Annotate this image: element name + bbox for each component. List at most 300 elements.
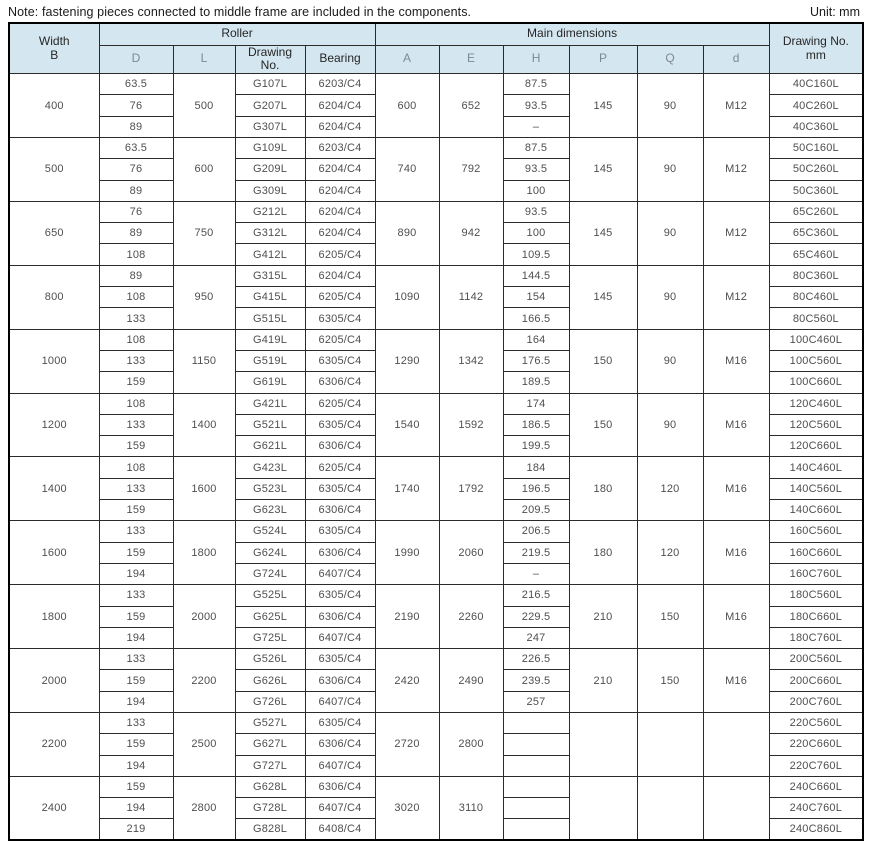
cell-roller-d: 194 bbox=[99, 755, 173, 776]
cell-dim-h: 257 bbox=[503, 691, 569, 712]
cell-dim-q: 90 bbox=[637, 74, 703, 138]
drawing-no-label-line2: mm bbox=[805, 47, 826, 62]
col-header-width-b bbox=[9, 23, 99, 74]
cell-drawing-no-mm: 65C360L bbox=[769, 223, 863, 244]
cell-roller-d: 159 bbox=[99, 606, 173, 627]
cell-roller-d: 194 bbox=[99, 563, 173, 584]
cell-roller-bearing: 6204/C4 bbox=[305, 180, 375, 201]
cell-width-b: 400 bbox=[9, 74, 99, 138]
cell-roller-bearing: 6305/C4 bbox=[305, 414, 375, 435]
cell-roller-d: 159 bbox=[99, 542, 173, 563]
cell-dim-q: 90 bbox=[637, 329, 703, 393]
cell-drawing-no-mm: 40C160L bbox=[769, 74, 863, 95]
cell-drawing-no-mm: 100C560L bbox=[769, 350, 863, 371]
cell-dim-h: 174 bbox=[503, 393, 569, 414]
cell-roller-d: 76 bbox=[99, 201, 173, 222]
cell-dim-p: 145 bbox=[569, 137, 637, 201]
cell-roller-l: 1400 bbox=[173, 393, 235, 457]
cell-dim-h: 164 bbox=[503, 329, 569, 350]
cell-dim-q: 120 bbox=[637, 521, 703, 585]
cell-dim-a: 3020 bbox=[375, 776, 439, 840]
table-row bbox=[9, 201, 863, 222]
cell-roller-bearing: 6407/C4 bbox=[305, 755, 375, 776]
table-row bbox=[9, 457, 863, 478]
cell-dim-h bbox=[503, 776, 569, 797]
cell-dim-thread-d: M16 bbox=[703, 393, 769, 457]
col-header-p: P bbox=[569, 45, 637, 74]
cell-width-b: 1200 bbox=[9, 393, 99, 457]
cell-roller-drawing-no: G628L bbox=[235, 776, 305, 797]
cell-dim-h: 87.5 bbox=[503, 137, 569, 158]
cell-roller-d: 159 bbox=[99, 372, 173, 393]
cell-drawing-no-mm: 100C660L bbox=[769, 372, 863, 393]
cell-dim-e: 942 bbox=[439, 201, 503, 265]
cell-dim-h: 93.5 bbox=[503, 159, 569, 180]
cell-drawing-no-mm: 140C660L bbox=[769, 500, 863, 521]
cell-roller-drawing-no: G524L bbox=[235, 521, 305, 542]
cell-roller-d: 133 bbox=[99, 308, 173, 329]
cell-roller-bearing: 6205/C4 bbox=[305, 329, 375, 350]
cell-roller-drawing-no: G526L bbox=[235, 649, 305, 670]
cell-roller-drawing-no: G419L bbox=[235, 329, 305, 350]
table-row bbox=[9, 265, 863, 286]
table-row bbox=[9, 649, 863, 670]
cell-dim-a: 1290 bbox=[375, 329, 439, 393]
cell-width-b: 2200 bbox=[9, 713, 99, 777]
cell-width-b: 2000 bbox=[9, 649, 99, 713]
cell-drawing-no-mm: 220C560L bbox=[769, 713, 863, 734]
cell-roller-d: 159 bbox=[99, 500, 173, 521]
cell-roller-drawing-no: G209L bbox=[235, 159, 305, 180]
cell-drawing-no-mm: 220C660L bbox=[769, 734, 863, 755]
cell-roller-d: 159 bbox=[99, 436, 173, 457]
cell-width-b: 1000 bbox=[9, 329, 99, 393]
cell-roller-d: 63.5 bbox=[99, 74, 173, 95]
cell-roller-bearing: 6306/C4 bbox=[305, 670, 375, 691]
col-group-roller: Roller bbox=[99, 23, 375, 45]
cell-drawing-no-mm: 240C760L bbox=[769, 798, 863, 819]
cell-roller-bearing: 6306/C4 bbox=[305, 500, 375, 521]
cell-roller-bearing: 6204/C4 bbox=[305, 116, 375, 137]
cell-roller-drawing-no: G521L bbox=[235, 414, 305, 435]
cell-roller-bearing: 6204/C4 bbox=[305, 265, 375, 286]
cell-roller-d: 89 bbox=[99, 223, 173, 244]
cell-dim-h: 93.5 bbox=[503, 201, 569, 222]
cell-dim-h: 189.5 bbox=[503, 372, 569, 393]
cell-roller-l: 950 bbox=[173, 265, 235, 329]
cell-dim-p: 150 bbox=[569, 329, 637, 393]
header-row-groups bbox=[9, 23, 863, 45]
cell-dim-h: 100 bbox=[503, 223, 569, 244]
cell-dim-h: 206.5 bbox=[503, 521, 569, 542]
cell-drawing-no-mm: 40C260L bbox=[769, 95, 863, 116]
cell-dim-h bbox=[503, 734, 569, 755]
cell-roller-drawing-no: G623L bbox=[235, 500, 305, 521]
cell-roller-bearing: 6305/C4 bbox=[305, 649, 375, 670]
cell-drawing-no-mm: 200C560L bbox=[769, 649, 863, 670]
cell-drawing-no-mm: 160C760L bbox=[769, 563, 863, 584]
cell-drawing-no-mm: 140C460L bbox=[769, 457, 863, 478]
col-header-l: L bbox=[173, 45, 235, 74]
cell-roller-d: 133 bbox=[99, 649, 173, 670]
cell-width-b: 500 bbox=[9, 137, 99, 201]
cell-dim-a: 1540 bbox=[375, 393, 439, 457]
cell-drawing-no-mm: 100C460L bbox=[769, 329, 863, 350]
cell-roller-bearing: 6205/C4 bbox=[305, 457, 375, 478]
cell-dim-h: 239.5 bbox=[503, 670, 569, 691]
cell-dim-q bbox=[637, 776, 703, 840]
cell-dim-e: 1592 bbox=[439, 393, 503, 457]
width-label-line2: B bbox=[50, 47, 59, 62]
cell-drawing-no-mm: 200C760L bbox=[769, 691, 863, 712]
cell-width-b: 650 bbox=[9, 201, 99, 265]
table-row bbox=[9, 74, 863, 95]
cell-dim-thread-d: M12 bbox=[703, 137, 769, 201]
cell-roller-bearing: 6306/C4 bbox=[305, 606, 375, 627]
cell-dim-h bbox=[503, 798, 569, 819]
cell-dim-e: 652 bbox=[439, 74, 503, 138]
cell-roller-drawing-no: G525L bbox=[235, 585, 305, 606]
cell-dim-h: – bbox=[503, 116, 569, 137]
table-row bbox=[9, 137, 863, 158]
cell-dim-p: 210 bbox=[569, 585, 637, 649]
cell-roller-drawing-no: G621L bbox=[235, 436, 305, 457]
col-header-q: Q bbox=[637, 45, 703, 74]
cell-roller-drawing-no: G107L bbox=[235, 74, 305, 95]
cell-dim-p: 145 bbox=[569, 265, 637, 329]
table-header bbox=[9, 23, 863, 74]
cell-dim-p: 180 bbox=[569, 457, 637, 521]
cell-dim-h: 154 bbox=[503, 287, 569, 308]
cell-dim-h: 216.5 bbox=[503, 585, 569, 606]
cell-roller-drawing-no: G527L bbox=[235, 713, 305, 734]
cell-width-b: 800 bbox=[9, 265, 99, 329]
cell-drawing-no-mm: 160C560L bbox=[769, 521, 863, 542]
cell-drawing-no-mm: 50C360L bbox=[769, 180, 863, 201]
cell-width-b: 1400 bbox=[9, 457, 99, 521]
table-row bbox=[9, 585, 863, 606]
cell-roller-bearing: 6408/C4 bbox=[305, 819, 375, 840]
cell-roller-d: 133 bbox=[99, 521, 173, 542]
cell-roller-bearing: 6407/C4 bbox=[305, 691, 375, 712]
cell-dim-p: 210 bbox=[569, 649, 637, 713]
cell-drawing-no-mm: 65C460L bbox=[769, 244, 863, 265]
cell-roller-l: 2800 bbox=[173, 776, 235, 840]
cell-roller-drawing-no: G523L bbox=[235, 478, 305, 499]
cell-roller-drawing-no: G619L bbox=[235, 372, 305, 393]
col-group-main-dimensions: Main dimensions bbox=[375, 23, 769, 45]
cell-dim-p: 145 bbox=[569, 201, 637, 265]
cell-roller-drawing-no: G725L bbox=[235, 627, 305, 648]
cell-roller-l: 1600 bbox=[173, 457, 235, 521]
cell-roller-drawing-no: G412L bbox=[235, 244, 305, 265]
cell-roller-drawing-no: G625L bbox=[235, 606, 305, 627]
cell-roller-drawing-no: G624L bbox=[235, 542, 305, 563]
cell-dim-h: 100 bbox=[503, 180, 569, 201]
col-header-bearing: Bearing bbox=[305, 45, 375, 74]
cell-roller-d: 76 bbox=[99, 95, 173, 116]
cell-roller-d: 159 bbox=[99, 734, 173, 755]
cell-width-b: 1600 bbox=[9, 521, 99, 585]
cell-roller-drawing-no: G724L bbox=[235, 563, 305, 584]
cell-roller-bearing: 6203/C4 bbox=[305, 137, 375, 158]
cell-roller-d: 219 bbox=[99, 819, 173, 840]
cell-roller-bearing: 6305/C4 bbox=[305, 478, 375, 499]
cell-dim-h: 229.5 bbox=[503, 606, 569, 627]
cell-dim-h: 144.5 bbox=[503, 265, 569, 286]
cell-dim-p: 180 bbox=[569, 521, 637, 585]
cell-dim-a: 890 bbox=[375, 201, 439, 265]
col-header-thread-d: d bbox=[703, 45, 769, 74]
cell-roller-d: 89 bbox=[99, 180, 173, 201]
cell-roller-d: 108 bbox=[99, 393, 173, 414]
cell-drawing-no-mm: 200C660L bbox=[769, 670, 863, 691]
cell-dim-h: 184 bbox=[503, 457, 569, 478]
cell-roller-bearing: 6305/C4 bbox=[305, 521, 375, 542]
cell-drawing-no-mm: 80C460L bbox=[769, 287, 863, 308]
cell-dim-e: 1342 bbox=[439, 329, 503, 393]
cell-roller-bearing: 6204/C4 bbox=[305, 201, 375, 222]
cell-roller-drawing-no: G315L bbox=[235, 265, 305, 286]
cell-roller-d: 133 bbox=[99, 713, 173, 734]
cell-roller-d: 63.5 bbox=[99, 137, 173, 158]
col-header-e: E bbox=[439, 45, 503, 74]
cell-roller-drawing-no: G626L bbox=[235, 670, 305, 691]
cell-dim-h: 247 bbox=[503, 627, 569, 648]
cell-drawing-no-mm: 65C260L bbox=[769, 201, 863, 222]
cell-dim-e: 1792 bbox=[439, 457, 503, 521]
cell-roller-d: 108 bbox=[99, 244, 173, 265]
cell-drawing-no-mm: 120C460L bbox=[769, 393, 863, 414]
cell-roller-bearing: 6204/C4 bbox=[305, 159, 375, 180]
cell-roller-d: 194 bbox=[99, 627, 173, 648]
width-label-line1: Width bbox=[38, 33, 70, 48]
cell-dim-thread-d bbox=[703, 713, 769, 777]
cell-dim-q bbox=[637, 713, 703, 777]
table-row bbox=[9, 713, 863, 734]
cell-dim-h: 87.5 bbox=[503, 74, 569, 95]
cell-drawing-no-mm: 220C760L bbox=[769, 755, 863, 776]
cell-roller-drawing-no: G515L bbox=[235, 308, 305, 329]
cell-dim-thread-d: M12 bbox=[703, 74, 769, 138]
header-row-sub bbox=[9, 45, 863, 74]
cell-roller-bearing: 6305/C4 bbox=[305, 713, 375, 734]
cell-roller-d: 133 bbox=[99, 414, 173, 435]
cell-dim-h: – bbox=[503, 563, 569, 584]
cell-dim-h: 109.5 bbox=[503, 244, 569, 265]
cell-drawing-no-mm: 160C660L bbox=[769, 542, 863, 563]
cell-roller-bearing: 6306/C4 bbox=[305, 734, 375, 755]
cell-roller-bearing: 6305/C4 bbox=[305, 585, 375, 606]
cell-dim-a: 2190 bbox=[375, 585, 439, 649]
cell-roller-d: 133 bbox=[99, 585, 173, 606]
table-row bbox=[9, 329, 863, 350]
cell-roller-drawing-no: G309L bbox=[235, 180, 305, 201]
cell-roller-d: 76 bbox=[99, 159, 173, 180]
cell-dim-h: 219.5 bbox=[503, 542, 569, 563]
cell-dim-q: 150 bbox=[637, 585, 703, 649]
cell-dim-h: 166.5 bbox=[503, 308, 569, 329]
cell-drawing-no-mm: 240C860L bbox=[769, 819, 863, 840]
cell-dim-thread-d: M16 bbox=[703, 521, 769, 585]
cell-roller-l: 750 bbox=[173, 201, 235, 265]
cell-roller-drawing-no: G207L bbox=[235, 95, 305, 116]
col-header-d: D bbox=[99, 45, 173, 74]
cell-dim-q: 150 bbox=[637, 649, 703, 713]
cell-roller-l: 600 bbox=[173, 137, 235, 201]
cell-roller-bearing: 6305/C4 bbox=[305, 350, 375, 371]
table-body bbox=[9, 74, 863, 841]
cell-drawing-no-mm: 180C760L bbox=[769, 627, 863, 648]
cell-roller-bearing: 6203/C4 bbox=[305, 74, 375, 95]
cell-roller-d: 194 bbox=[99, 798, 173, 819]
cell-dim-q: 90 bbox=[637, 265, 703, 329]
cell-dim-thread-d: M16 bbox=[703, 649, 769, 713]
cell-roller-l: 500 bbox=[173, 74, 235, 138]
cell-dim-p: 145 bbox=[569, 74, 637, 138]
cell-dim-p: 150 bbox=[569, 393, 637, 457]
cell-roller-drawing-no: G627L bbox=[235, 734, 305, 755]
cell-dim-a: 1090 bbox=[375, 265, 439, 329]
note-text: Note: fastening pieces connected to middle frame are included in the components. bbox=[8, 5, 472, 19]
cell-roller-bearing: 6306/C4 bbox=[305, 776, 375, 797]
cell-dim-h: 186.5 bbox=[503, 414, 569, 435]
cell-roller-d: 89 bbox=[99, 265, 173, 286]
cell-dim-h: 93.5 bbox=[503, 95, 569, 116]
cell-drawing-no-mm: 120C560L bbox=[769, 414, 863, 435]
cell-roller-drawing-no: G423L bbox=[235, 457, 305, 478]
table-row bbox=[9, 521, 863, 542]
cell-dim-e: 1142 bbox=[439, 265, 503, 329]
cell-drawing-no-mm: 180C560L bbox=[769, 585, 863, 606]
cell-dim-thread-d bbox=[703, 776, 769, 840]
cell-width-b: 1800 bbox=[9, 585, 99, 649]
cell-roller-drawing-no: G728L bbox=[235, 798, 305, 819]
cell-roller-bearing: 6407/C4 bbox=[305, 563, 375, 584]
cell-dim-a: 1990 bbox=[375, 521, 439, 585]
cell-dim-h: 176.5 bbox=[503, 350, 569, 371]
cell-roller-drawing-no: G726L bbox=[235, 691, 305, 712]
cell-roller-drawing-no: G519L bbox=[235, 350, 305, 371]
table-row bbox=[9, 776, 863, 797]
cell-dim-thread-d: M16 bbox=[703, 585, 769, 649]
drawing-no-label-line1: Drawing No. bbox=[782, 33, 849, 48]
cell-drawing-no-mm: 180C660L bbox=[769, 606, 863, 627]
cell-dim-h bbox=[503, 713, 569, 734]
cell-width-b: 2400 bbox=[9, 776, 99, 840]
cell-roller-drawing-no: G828L bbox=[235, 819, 305, 840]
cell-roller-l: 2200 bbox=[173, 649, 235, 713]
cell-dim-q: 90 bbox=[637, 393, 703, 457]
cell-roller-d: 133 bbox=[99, 478, 173, 499]
cell-drawing-no-mm: 240C660L bbox=[769, 776, 863, 797]
cell-roller-bearing: 6205/C4 bbox=[305, 244, 375, 265]
cell-dim-e: 792 bbox=[439, 137, 503, 201]
cell-dim-p bbox=[569, 776, 637, 840]
cell-roller-d: 159 bbox=[99, 670, 173, 691]
cell-dim-thread-d: M16 bbox=[703, 329, 769, 393]
cell-drawing-no-mm: 50C260L bbox=[769, 159, 863, 180]
cell-roller-d: 89 bbox=[99, 116, 173, 137]
cell-dim-thread-d: M12 bbox=[703, 265, 769, 329]
cell-roller-bearing: 6407/C4 bbox=[305, 627, 375, 648]
cell-dim-a: 2420 bbox=[375, 649, 439, 713]
cell-roller-d: 108 bbox=[99, 287, 173, 308]
cell-dim-a: 1740 bbox=[375, 457, 439, 521]
cell-roller-drawing-no: G727L bbox=[235, 755, 305, 776]
cell-roller-l: 2500 bbox=[173, 713, 235, 777]
cell-dim-q: 120 bbox=[637, 457, 703, 521]
cell-dim-e: 2800 bbox=[439, 713, 503, 777]
cell-dim-h: 196.5 bbox=[503, 478, 569, 499]
cell-drawing-no-mm: 140C560L bbox=[769, 478, 863, 499]
cell-roller-d: 159 bbox=[99, 776, 173, 797]
cell-drawing-no-mm: 40C360L bbox=[769, 116, 863, 137]
cell-roller-drawing-no: G109L bbox=[235, 137, 305, 158]
cell-roller-d: 108 bbox=[99, 457, 173, 478]
cell-roller-bearing: 6205/C4 bbox=[305, 393, 375, 414]
cell-dim-thread-d: M12 bbox=[703, 201, 769, 265]
cell-drawing-no-mm: 50C160L bbox=[769, 137, 863, 158]
cell-dim-thread-d: M16 bbox=[703, 457, 769, 521]
spec-table bbox=[8, 22, 864, 841]
cell-dim-h: 209.5 bbox=[503, 500, 569, 521]
unit-label: Unit: mm bbox=[810, 5, 860, 19]
cell-roller-bearing: 6204/C4 bbox=[305, 223, 375, 244]
cell-roller-bearing: 6305/C4 bbox=[305, 308, 375, 329]
cell-roller-d: 108 bbox=[99, 329, 173, 350]
table-row bbox=[9, 393, 863, 414]
cell-dim-e: 2260 bbox=[439, 585, 503, 649]
col-header-drawing-no-mm bbox=[769, 23, 863, 74]
cell-dim-a: 600 bbox=[375, 74, 439, 138]
cell-roller-drawing-no: G421L bbox=[235, 393, 305, 414]
cell-roller-l: 1800 bbox=[173, 521, 235, 585]
top-bar bbox=[0, 0, 870, 22]
cell-dim-p bbox=[569, 713, 637, 777]
cell-roller-bearing: 6407/C4 bbox=[305, 798, 375, 819]
col-header-a: A bbox=[375, 45, 439, 74]
cell-roller-drawing-no: G212L bbox=[235, 201, 305, 222]
cell-roller-drawing-no: G307L bbox=[235, 116, 305, 137]
cell-dim-h: 226.5 bbox=[503, 649, 569, 670]
cell-roller-bearing: 6306/C4 bbox=[305, 436, 375, 457]
cell-dim-h: 199.5 bbox=[503, 436, 569, 457]
col-header-drawing-no: Drawing No. bbox=[235, 45, 305, 74]
cell-dim-a: 740 bbox=[375, 137, 439, 201]
col-header-h: H bbox=[503, 45, 569, 74]
cell-roller-drawing-no: G312L bbox=[235, 223, 305, 244]
cell-roller-bearing: 6306/C4 bbox=[305, 542, 375, 563]
cell-roller-drawing-no: G415L bbox=[235, 287, 305, 308]
cell-drawing-no-mm: 80C360L bbox=[769, 265, 863, 286]
cell-dim-q: 90 bbox=[637, 137, 703, 201]
cell-dim-q: 90 bbox=[637, 201, 703, 265]
cell-roller-d: 194 bbox=[99, 691, 173, 712]
cell-roller-bearing: 6306/C4 bbox=[305, 372, 375, 393]
cell-drawing-no-mm: 80C560L bbox=[769, 308, 863, 329]
cell-dim-e: 3110 bbox=[439, 776, 503, 840]
cell-roller-d: 133 bbox=[99, 350, 173, 371]
cell-roller-l: 1150 bbox=[173, 329, 235, 393]
cell-dim-a: 2720 bbox=[375, 713, 439, 777]
cell-dim-h bbox=[503, 755, 569, 776]
cell-dim-e: 2490 bbox=[439, 649, 503, 713]
cell-dim-e: 2060 bbox=[439, 521, 503, 585]
cell-roller-bearing: 6205/C4 bbox=[305, 287, 375, 308]
cell-dim-h bbox=[503, 819, 569, 840]
cell-roller-bearing: 6204/C4 bbox=[305, 95, 375, 116]
